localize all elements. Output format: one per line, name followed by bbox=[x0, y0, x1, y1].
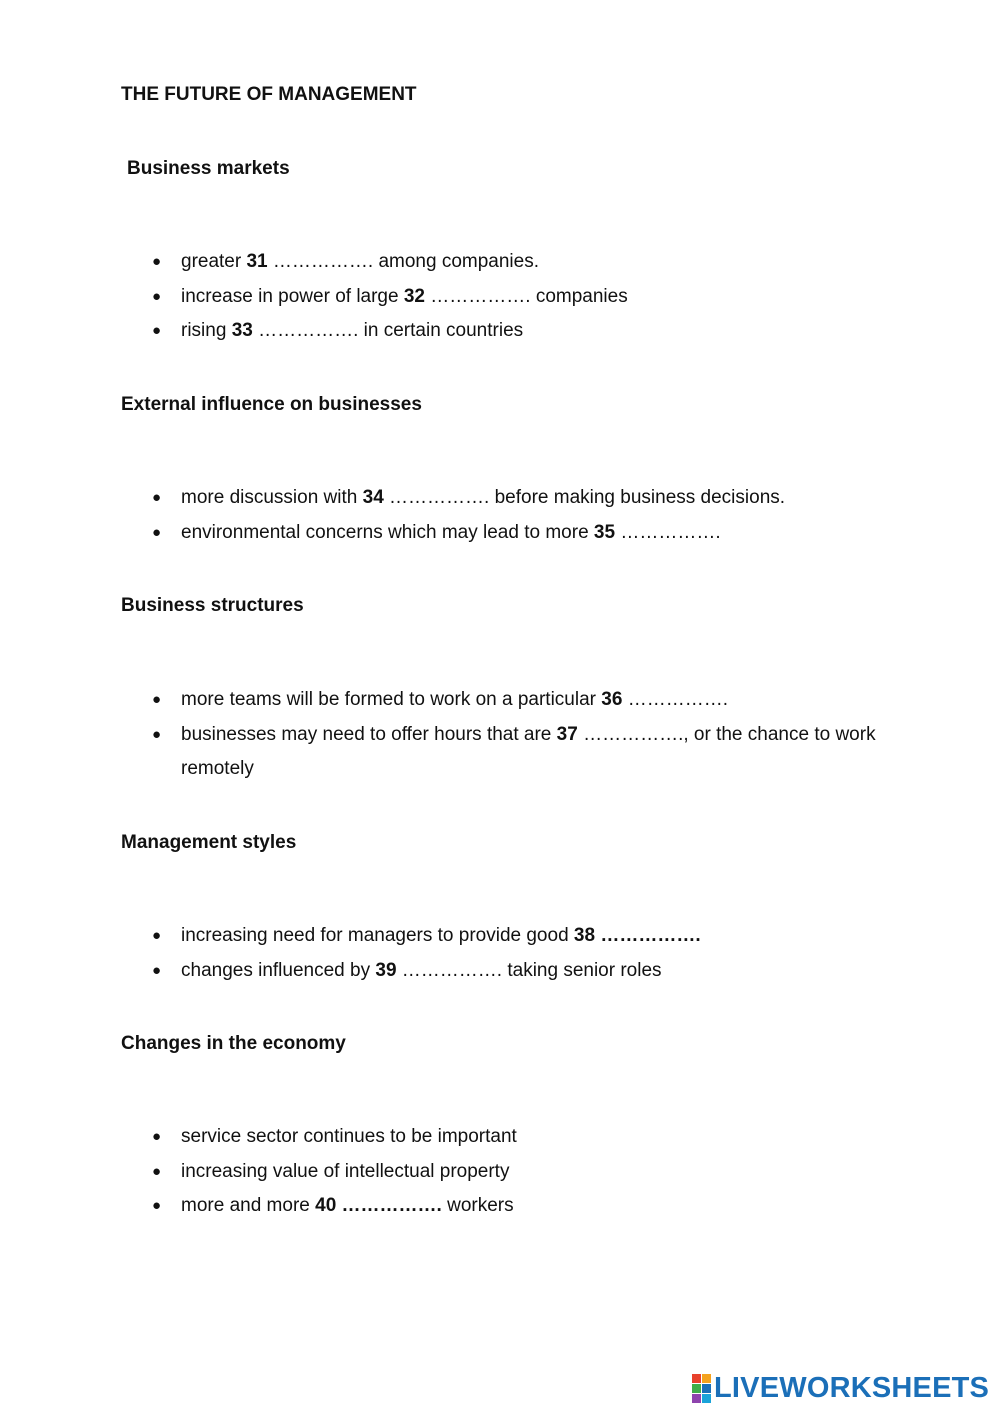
list-changes-economy bbox=[152, 1120, 921, 1224]
bullet-icon: ● bbox=[152, 1162, 162, 1180]
bullet-icon: ● bbox=[152, 287, 162, 305]
list-item-35: ● environmental concerns which may lead to more 35 ……………. bbox=[152, 516, 921, 551]
question-number-38: 38 bbox=[573, 925, 596, 946]
liveworksheets-logo[interactable] bbox=[692, 1372, 989, 1405]
list-external-influence bbox=[152, 481, 921, 550]
bullet-icon: ● bbox=[152, 1197, 162, 1215]
section-heading-management-styles: Management styles bbox=[121, 832, 297, 853]
answer-blank-38: ……………. bbox=[595, 925, 701, 946]
list-business-markets bbox=[152, 245, 921, 349]
list-business-structures bbox=[152, 683, 921, 787]
list-item-31: ● greater 31 ……………. among companies. bbox=[152, 245, 921, 280]
bullet-icon: ● bbox=[152, 1128, 162, 1145]
page-title: THE FUTURE OF MANAGEMENT bbox=[121, 84, 417, 105]
bullet-icon: ● bbox=[152, 253, 162, 270]
list-item-service-sector: ● service sector continues to be important bbox=[152, 1120, 921, 1155]
list-item-40: ● more and more 40 ……………. workers bbox=[152, 1189, 921, 1224]
question-number-40: 40 bbox=[315, 1195, 337, 1217]
question-number-39: 39 bbox=[375, 959, 397, 981]
list-item-32: ● increase in power of large 32 ……………. companies bbox=[152, 280, 921, 315]
question-number-35: 35 bbox=[593, 521, 616, 543]
bullet-icon: ● bbox=[152, 927, 162, 944]
section-heading-business-markets: Business markets bbox=[127, 158, 290, 179]
logo-text: LIVEWORKSHEETS bbox=[714, 1372, 990, 1404]
question-number-37: 37 bbox=[556, 723, 578, 745]
answer-blank-40: ……………. bbox=[336, 1195, 442, 1217]
question-number-33: 33 bbox=[231, 320, 253, 342]
bullet-icon: ● bbox=[152, 523, 162, 541]
question-number-32: 32 bbox=[403, 285, 425, 307]
list-item-39: ● changes influenced by 39 ……………. taking senior roles bbox=[152, 954, 921, 989]
list-item-38: ● increasing need for managers to provide good 38 ……………. bbox=[152, 919, 921, 954]
question-number-36: 36 bbox=[601, 689, 623, 710]
list-item-34: ● more discussion with 34 ……………. before making business decisions. bbox=[152, 481, 921, 516]
section-heading-external-influence: External influence on businesses bbox=[121, 394, 422, 415]
list-management-styles bbox=[152, 919, 921, 988]
bullet-icon: ● bbox=[152, 691, 162, 708]
logo-mark-icon bbox=[692, 1374, 711, 1403]
list-item-intellectual-property: ● increasing value of intellectual property bbox=[152, 1155, 921, 1190]
bullet-icon: ● bbox=[152, 961, 162, 979]
bullet-icon: ● bbox=[152, 489, 162, 506]
question-number-34: 34 bbox=[362, 487, 384, 508]
list-item-33: ● rising 33 ……………. in certain countries bbox=[152, 314, 921, 349]
section-heading-changes-economy: Changes in the economy bbox=[121, 1033, 346, 1054]
list-item-37: ● businesses may need to offer hours that are 37 ……………., or the chance to work remotely bbox=[152, 718, 921, 787]
list-item-36: ● more teams will be formed to work on a particular 36 ……………. bbox=[152, 683, 921, 718]
section-heading-business-structures: Business structures bbox=[121, 595, 304, 616]
question-number-31: 31 bbox=[246, 251, 268, 272]
bullet-icon: ● bbox=[152, 725, 162, 743]
bullet-icon: ● bbox=[152, 322, 162, 340]
